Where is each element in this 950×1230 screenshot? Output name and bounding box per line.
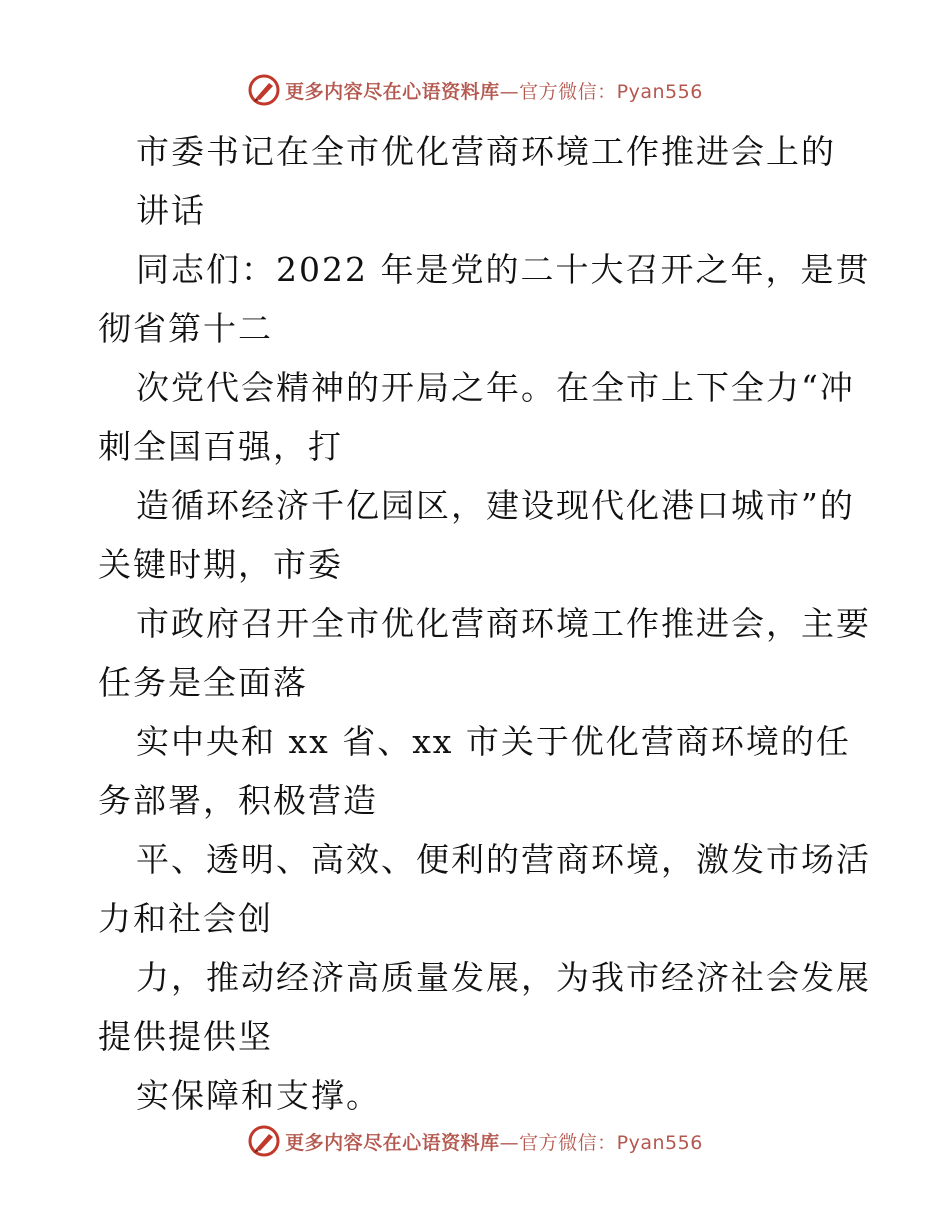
footer-banner-text (285, 1128, 703, 1155)
paragraph-line: 实保障和支撑。 (136, 1076, 381, 1115)
paragraph-line: 任务是全面落 (98, 663, 308, 702)
paragraph-line: 市政府召开全市优化营商环境工作推进会，主要 (136, 604, 871, 643)
paragraph-line: 力，推动经济高质量发展，为我市经济社会发展 (136, 958, 871, 997)
footer-banner (0, 1121, 950, 1161)
paragraph-line: 关键时期，市委 (98, 545, 343, 584)
footer-banner-suffix: —官方微信：Pyan556 (499, 1131, 703, 1154)
header-banner (0, 70, 950, 110)
paragraph-line: 提供提供坚 (98, 1017, 273, 1056)
header-banner-text (285, 77, 703, 104)
footer-banner-prefix: 更多内容尽在心语资料库 (285, 1131, 500, 1154)
paragraph-line: 实中央和 xx 省、xx 市关于优化营商环境的任 (136, 722, 851, 761)
paragraph-line: 务部署，积极营造 (98, 781, 378, 820)
paragraph-line: 彻省第十二 (98, 309, 273, 348)
header-banner-prefix: 更多内容尽在心语资料库 (285, 80, 500, 103)
pen-logo-icon (247, 73, 281, 107)
paragraph-line: 平、透明、高效、便利的营商环境，激发市场活 (136, 840, 871, 879)
document-body (98, 122, 871, 1125)
header-banner-suffix: —官方微信：Pyan556 (499, 80, 703, 103)
paragraph-line: 刺全国百强，打 (98, 427, 343, 466)
paragraph-line: 同志们：2022 年是党的二十大召开之年，是贯 (136, 250, 871, 289)
title-line-2: 讲话 (136, 191, 206, 230)
paragraph-line: 次党代会精神的开局之年。在全市上下全力“冲 (136, 368, 855, 407)
paragraph-line: 力和社会创 (98, 899, 273, 938)
pen-logo-icon (247, 1124, 281, 1158)
paragraph-line: 造循环经济千亿园区，建设现代化港口城市”的 (136, 486, 855, 525)
title-line-1: 市委书记在全市优化营商环境工作推进会上的 (136, 132, 836, 171)
